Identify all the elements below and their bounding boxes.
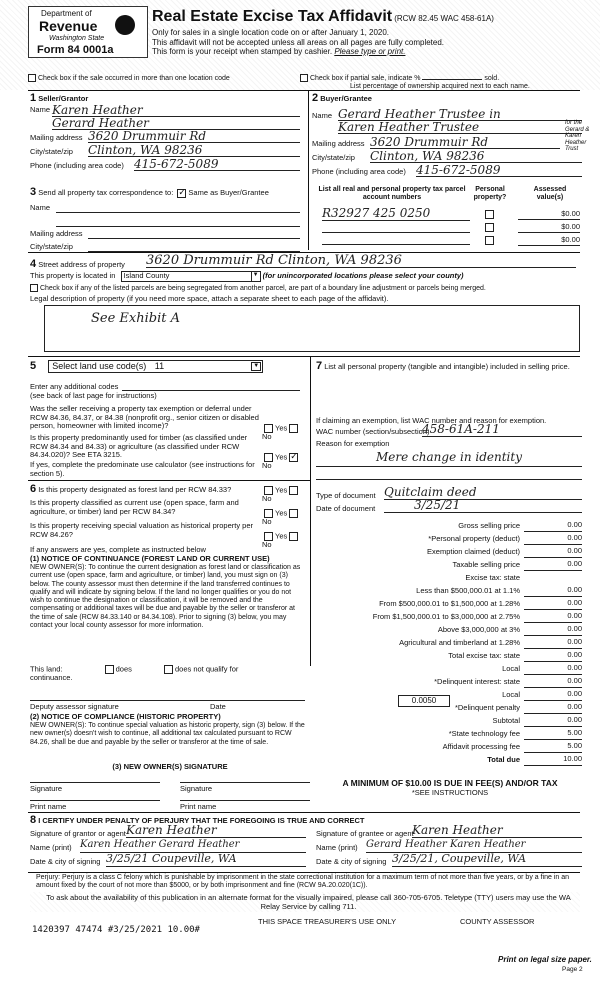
q-historic: Is this property receiving special valuation as historical property per RCW 84.26? (30, 521, 254, 539)
divider (28, 480, 310, 481)
q-forest: 6 Is this property designated as forest land per RCW 84.33? (30, 483, 232, 495)
historic-no-checkbox[interactable] (289, 532, 298, 541)
tax-row-value[interactable]: 0.00 (524, 560, 582, 571)
buyer-city-field[interactable] (370, 150, 582, 163)
tax-row-label: Total due (487, 755, 520, 764)
wa-logo-icon (115, 15, 135, 35)
form-title: Real Estate Excise Tax Affidavit (152, 8, 393, 25)
seller-phone-label: Phone (including area code) (30, 161, 124, 170)
tax-row-value[interactable]: 0.00 (524, 638, 582, 649)
corr-name-label: Name (30, 203, 51, 212)
grantor-name-field[interactable] (80, 839, 306, 853)
chevron-down-icon[interactable]: ▼ (251, 272, 260, 281)
personal-header: Personal property? (473, 186, 507, 202)
assessed-value-1[interactable]: $0.00 (518, 210, 580, 220)
county-assessor: COUNTY ASSESSOR (460, 917, 535, 926)
grantee-name-field[interactable] (366, 839, 582, 853)
signature-label-1: Signature (30, 784, 63, 793)
seller-phone: 415-672-5089 (134, 157, 219, 171)
seller-mailing: 3620 Drummuir Rd (88, 129, 207, 143)
new-owner-print-field-2[interactable] (180, 800, 310, 801)
tax-row-label: Above $3,000,000 at 3% (437, 625, 520, 634)
q-timber: Is this property predominantly used for timber (as classified under RCW 84.34 and 84.33) or agriculture (as classified under RCW 84.34.020)? See ETA 3215. (30, 433, 248, 460)
reason-value: Mere change in identity (376, 450, 522, 464)
tax-row-label: Affidavit processing fee (442, 742, 520, 751)
seller-mailing-label: Mailing address (30, 133, 83, 142)
doc-type-value: Quitclaim deed (384, 485, 477, 499)
corr-mailing-label: Mailing address (30, 229, 83, 238)
buyer-mailing-label: Mailing address (312, 139, 365, 148)
ask-notice: To ask about the availability of this publication in an alternate format for the visually impaired, please call 360-705-6705. Teletype (TTY) users may use the WA Relay Service by calling 711. (46, 893, 571, 911)
q-timber-answers: Yes✓No (262, 453, 308, 471)
new-owner-sig-field-1[interactable] (30, 782, 160, 783)
county-select[interactable] (121, 271, 261, 282)
grantee-signature: Karen Heather (412, 823, 503, 837)
chevron-down-icon[interactable]: ▼ (251, 362, 261, 371)
tax-row (314, 546, 582, 559)
minimum-notice: A MINIMUM OF $10.00 IS DUE IN FEE(S) AND/OR TAX (342, 778, 558, 788)
corr-name-field-2[interactable] (56, 218, 300, 227)
grantee-signature-field[interactable] (412, 824, 582, 838)
tax-row-value[interactable]: 0.00 (524, 690, 582, 701)
grantor-sig-label: Signature of grantor or agent (30, 829, 126, 838)
tax-row-value[interactable]: 0.00 (524, 664, 582, 675)
wac-label: WAC number (section/subsection) (316, 427, 430, 436)
multi-location-label: Check box if the sale occurred in more than one location code (37, 74, 230, 82)
tax-row-value[interactable]: 0.00 (524, 586, 582, 597)
grantor-name: Karen Heather Gerard Heather (80, 839, 240, 850)
tax-row (314, 572, 582, 585)
treasurer-use: THIS SPACE TREASURER'S USE ONLY (258, 917, 397, 926)
new-owner-signature-title: (3) NEW OWNER(S) SIGNATURE (112, 762, 228, 771)
buyer-phone: 415-672-5089 (416, 163, 501, 177)
check-multi-location (28, 74, 298, 83)
divider (310, 356, 311, 666)
dept-name: Revenue (39, 18, 98, 34)
tax-row-value[interactable]: 0.00 (524, 651, 582, 662)
buyer-side-note: for the Gerard & Karen Heather Trust (565, 120, 590, 153)
tax-row-label: Total excise tax: state (448, 651, 520, 660)
print-legal-note: Print on legal size paper. (498, 955, 592, 964)
q-forest-answers: YesNo (262, 486, 308, 504)
correspondence-label: Send all property tax correspondence to: (38, 188, 174, 197)
divider (28, 812, 580, 813)
grantee-name-label: Name (print) (316, 843, 358, 852)
buyer-mailing-row (312, 135, 582, 149)
buyer-name-label: Name (312, 111, 333, 120)
land-use-select[interactable] (48, 360, 263, 373)
grantee-date-row (316, 852, 586, 867)
buyer-mailing-field[interactable] (370, 136, 560, 149)
corr-mailing-field[interactable] (88, 230, 300, 239)
dept-state: Washington State (49, 35, 105, 42)
county-row (30, 271, 580, 282)
buyer-name-field-2[interactable] (338, 121, 582, 134)
deputy-signature-field[interactable] (30, 700, 305, 701)
doc-date-value: 3/25/21 (414, 498, 461, 512)
tax-row-label: Exemption claimed (deduct) (427, 547, 520, 556)
wac-row (316, 422, 586, 437)
form-header (152, 8, 572, 56)
grantee-date-field[interactable] (392, 853, 582, 867)
buyer-phone-row (312, 163, 582, 177)
tax-row-value[interactable]: 5.00 (524, 729, 582, 740)
doc-type-label: Type of document (316, 491, 376, 500)
buyer-city-label: City/state/zip (312, 153, 355, 162)
tax-row (314, 533, 582, 546)
street-row: 4 Street address of property 3620 Drummuir Rd Clinton, WA 98236 (30, 258, 580, 271)
legal-label: Legal description of property (if you need more space, attach a separate sheet to each page of the affidavit). (30, 294, 389, 303)
form-number: Form 84 0001a (37, 44, 114, 56)
doc-date-row (316, 498, 586, 514)
seller-name-2: Gerard Heather (52, 116, 149, 130)
seller-city-field[interactable] (88, 144, 300, 157)
grantee-date-label: Date & city of signing (316, 857, 387, 866)
grantee-date: 3/25/21, Coupeville, WA (392, 852, 527, 865)
buyer-name-2: Karen Heather Trustee (338, 120, 480, 134)
tax-row (314, 741, 582, 754)
tax-row (314, 663, 582, 676)
grantee-sig-row (316, 823, 586, 839)
tax-row-label: Agricultural and timberland at 1.28% (399, 638, 520, 647)
divider (308, 90, 309, 250)
exemption-claim-label: If claiming an exemption, list WAC number and reason for exemption. (316, 416, 547, 425)
print-name-label-1: Print name (30, 802, 67, 811)
certify-row: 8 I CERTIFY UNDER PENALTY OF PERJURY THAT THE FOREGOING IS TRUE AND CORRECT (30, 814, 365, 826)
segregated-checkbox[interactable] (30, 284, 38, 292)
corr-name-field[interactable] (56, 204, 300, 213)
historic-title: (2) NOTICE OF COMPLIANCE (HISTORIC PROPERTY) (30, 712, 221, 721)
tax-row-label: Local (502, 664, 520, 673)
notice-2: This affidavit will not be accepted unless all areas on all pages are fully completed. (152, 37, 445, 47)
tax-row-label: Excise tax: state (465, 573, 520, 582)
street-field[interactable] (146, 254, 576, 268)
historic-text: NEW OWNER(S): To continue special valuation as historic property, sign (3) below. If the new owner(s) doesn't wish to continue, all additional tax calculated pursuant to RCW 84.26, shall be due and payable by the seller or transferor at the time of sale. (30, 722, 305, 746)
signature-label-2: Signature (180, 784, 213, 793)
divider (28, 872, 580, 873)
seller-mailing-field[interactable] (88, 130, 300, 143)
new-owner-sig-field-2[interactable] (180, 782, 310, 783)
same-as-buyer-label: Same as Buyer/Grantee (188, 188, 269, 197)
seller-name-1: Karen Heather (52, 103, 143, 117)
receipt-stamp: 1420397 47474 #3/25/2021 10.00# (32, 925, 200, 935)
located-label: This property is located in (30, 271, 116, 280)
continuance-text: NEW OWNER(S): To continue the current designation as forest land or classification as current use (open space, farm and agriculture, or timber) land, you must sign on (3) below. The county assessor must then determine if the land transferred continues to qualify and will indicate by signing below. If the land no longer qualifies or you do not wish to continue the designation or classification, it will be removed and the compensating or additional taxes will be due and payable by the seller or transferor at the time of sale (RCW 84.33.140 or 84.34.108). Prior to signing (3) below, you may contact your local county assessor for more information. (30, 564, 301, 629)
partial-pct-field[interactable] (422, 79, 482, 80)
grantee-sig-label: Signature of grantee or agent (316, 829, 414, 838)
county-value: Island County (123, 271, 170, 280)
form-rcw: (RCW 82.45 WAC 458-61A) (394, 14, 494, 23)
tax-row-value[interactable]: 0.00 (524, 612, 582, 623)
exemption-no-checkbox[interactable] (289, 424, 298, 433)
corr-name-row (30, 204, 300, 213)
personal-checkbox-1[interactable] (483, 210, 496, 219)
check-partial (300, 74, 590, 91)
buyer-phone-label: Phone (including area code) (312, 167, 406, 176)
tax-row (314, 520, 582, 533)
tax-row-value[interactable]: 0.00 (524, 534, 582, 545)
county-note: (for unincorporated locations please select your county) (262, 271, 464, 280)
print-name-label-2: Print name (180, 802, 217, 811)
grantee-name: Gerard Heather Karen Heather (366, 839, 526, 850)
grantor-signature: Karen Heather (126, 823, 217, 837)
this-land-label: This land: (30, 664, 63, 674)
seller-phone-row (30, 157, 300, 171)
tax-row (314, 559, 582, 572)
additional-codes-row (30, 383, 305, 400)
divider (28, 90, 580, 91)
if-any-note: If any answers are yes, complete as instructed below (30, 545, 206, 554)
partial-sale-checkbox[interactable] (300, 74, 308, 82)
tax-row-label: *Delinquent interest: state (434, 677, 520, 686)
tax-row-label: Gross selling price (458, 521, 520, 530)
personal-checkbox-3[interactable] (483, 236, 496, 245)
land-use-value: 11 (154, 361, 165, 371)
forest-no-checkbox[interactable] (289, 486, 298, 495)
land-use-label: Select land use code(s) (52, 361, 147, 371)
additional-codes-field[interactable] (122, 383, 300, 391)
tax-row (314, 585, 582, 598)
page-number: Page 2 (562, 966, 583, 973)
grantor-signature-field[interactable] (126, 824, 306, 838)
tax-row-value[interactable]: 0.00 (524, 625, 582, 636)
current-use-no-checkbox[interactable] (289, 509, 298, 518)
certify-text: I CERTIFY UNDER PENALTY OF PERJURY THAT THE FOREGOING IS TRUE AND CORRECT (38, 816, 365, 825)
seller-city-label: City/state/zip (30, 147, 73, 156)
q-timber-note: If yes, complete the predominate use calculator (see instructions for section 5). (30, 460, 255, 478)
partial-sale-label: Check box if partial sale, indicate % (309, 74, 421, 82)
deputy-date-label: Date (210, 702, 226, 711)
notice-1: Only for sales in a single location code on or after January 1, 2020. (152, 28, 390, 38)
segregated-label: Check box if any of the listed parcels are being segregated from another parcel, are part of a boundary line adjustment or parcels being merged. (39, 284, 486, 292)
continuance-label: continuance. (30, 673, 73, 683)
tax-row-value[interactable]: 0.00 (524, 599, 582, 610)
buyer-phone-field[interactable] (416, 164, 582, 177)
tax-row-value[interactable]: 0.00 (524, 521, 582, 532)
tax-row-value[interactable]: 0.00 (524, 677, 582, 688)
buyer-name-row (312, 107, 582, 134)
corr-city-row (30, 243, 300, 252)
reason-label: Reason for exemption (316, 439, 390, 448)
divider (28, 356, 580, 357)
additional-codes-label: Enter any additional codes (30, 382, 119, 391)
local-rate-field[interactable]: 0.0050 (398, 695, 450, 707)
tax-row-label: From $1,500,000.01 to $3,000,000 at 2.75% (372, 612, 520, 621)
does-checkbox[interactable] (105, 665, 114, 674)
tax-row (314, 676, 582, 689)
doc-date-label: Date of document (316, 504, 376, 513)
seller-name-row (30, 103, 300, 130)
tax-row (314, 754, 582, 767)
street-value: 3620 Drummuir Rd Clinton, WA 98236 (146, 253, 402, 268)
does-label: does (115, 664, 132, 674)
buyer-mailing: 3620 Drummuir Rd (370, 135, 489, 149)
seller-phone-field[interactable] (134, 158, 300, 171)
seller-name-label: Name (30, 105, 51, 114)
buyer-city-row (312, 149, 582, 163)
doc-date-field[interactable] (384, 499, 582, 513)
tax-row-value[interactable]: 5.00 (524, 742, 582, 753)
reason-field[interactable] (316, 451, 582, 467)
parcel-header: List all real and personal property tax parcel account numbers (318, 186, 466, 202)
scan-noise (30, 892, 580, 912)
tax-row-value[interactable]: 10.00 (524, 755, 582, 766)
assessed-header: Assessed value(s) (533, 186, 567, 202)
tax-row-value[interactable]: 0.00 (524, 547, 582, 558)
q-current-use: Is this property classified as current use (open space, farm and agriculture, or timber) land per RCW 84.34? (30, 498, 239, 516)
tax-row-label: Taxable selling price (452, 560, 520, 569)
grantor-date-field[interactable] (106, 853, 306, 867)
seller-city-row (30, 143, 300, 157)
segregated-row (30, 284, 590, 293)
notice-4: Please type or print. (334, 46, 406, 56)
legal-description-field[interactable] (44, 305, 580, 352)
tax-row-label: *Personal property (deduct) (428, 534, 520, 543)
grantor-sig-row (30, 823, 310, 839)
assessed-value-2[interactable]: $0.00 (518, 223, 580, 233)
reason-field-2[interactable] (316, 470, 582, 480)
parcel-1: R32927 425 0250 (322, 206, 431, 220)
tax-row-label: Less than $500,000.01 at 1.1% (416, 586, 520, 595)
tax-table (314, 520, 582, 770)
timber-no-checkbox[interactable] (289, 453, 298, 462)
buyer-name-1: Gerard Heather Trustee in (338, 107, 501, 121)
seller-section-title: 1 Seller/Grantor (30, 92, 89, 104)
list-pct-note: List percentage of ownership acquired next to each name. (350, 82, 530, 90)
same-as-buyer-checkbox[interactable] (177, 189, 186, 198)
tax-row-value[interactable]: 0.00 (524, 703, 582, 714)
does-not-checkbox[interactable] (164, 665, 173, 674)
personal-property-row: 7 List all personal property (tangible and intangible) included in selling price. (316, 360, 570, 372)
tax-row (314, 637, 582, 650)
grantor-date-label: Date & city of signing (30, 857, 101, 866)
this-land-row (30, 665, 305, 683)
corr-city-field[interactable] (88, 243, 300, 252)
q-exemption-answers: YesNo (262, 424, 308, 442)
tax-row-value[interactable]: 0.00 (524, 716, 582, 727)
wac-field[interactable] (422, 423, 582, 437)
see-back-note: (see back of last page for instructions) (30, 390, 157, 400)
correspondence-row: 3 Send all property tax correspondence to: ✓ Same as Buyer/Grantee (30, 186, 310, 199)
q-historic-answers: YesNo (262, 532, 308, 550)
parcel-field-2[interactable] (322, 222, 470, 233)
grantor-name-label: Name (print) (30, 843, 72, 852)
land-use-row: 5 Select land use code(s) 11 ▼ (30, 360, 305, 373)
continuance-title: (1) NOTICE OF CONTINUANCE (FOREST LAND OR CURRENT USE) (30, 554, 270, 563)
notice-3: This form is your receipt when stamped by cashier. (152, 46, 333, 56)
buyer-section-title: 2 Buyer/Grantee (312, 92, 372, 104)
perjury-notice: Perjury: Perjury is a class C felony which is punishable by imprisonment in the state correctional institution for a maximum term of not more than five years, or by a fine in an amount fixed by the court of not more than $5000, or by both imprisonment and fine (RCW 9A.20.020(1C)). (36, 874, 570, 890)
tax-row (314, 728, 582, 741)
tax-row (314, 598, 582, 611)
dept-logo-block (28, 6, 148, 58)
corr-mailing-row (30, 230, 300, 239)
tax-row-label: Subtotal (492, 716, 520, 725)
assessed-value-3[interactable]: $0.00 (518, 236, 580, 246)
new-owner-print-field-1[interactable] (30, 800, 160, 801)
tax-row (314, 624, 582, 637)
parcel-field-1[interactable] (322, 207, 470, 221)
deputy-label: Deputy assessor signature (30, 702, 119, 711)
q-current-use-answers: YesNo (262, 509, 308, 527)
grantor-date: 3/25/21 Coupeville, WA (106, 852, 237, 865)
tax-row-label: *Delinquent penalty (454, 703, 520, 712)
q-exemption: Was the seller receiving a property tax exemption or deferral under RCW 84.36, 84.37, or 84.38 (nonprofit org., senior citizen or disabled person, homeowner with limited income)? (30, 404, 259, 431)
grantor-date-row (30, 852, 310, 867)
tax-row-label: From $500,000.01 to $1,500,000 at 1.28% (379, 599, 520, 608)
buyer-city: Clinton, WA 98236 (370, 149, 485, 163)
see-instructions: *SEE INSTRUCTIONS (411, 788, 489, 797)
tax-row (314, 650, 582, 663)
parcel-field-3[interactable] (322, 234, 470, 245)
sold-label: sold. (484, 74, 500, 82)
seller-mailing-row (30, 129, 300, 143)
tax-row-label: Local (502, 690, 520, 699)
dept-line1: Department of (41, 9, 92, 18)
street-label: Street address of property (38, 260, 125, 269)
legal-description: See Exhibit A (91, 311, 181, 326)
personal-checkbox-2[interactable] (483, 223, 496, 232)
tax-row (314, 715, 582, 728)
does-not-label: does not qualify for (174, 664, 239, 674)
corr-city-label: City/state/zip (30, 242, 73, 251)
wac-value: 458-61A-211 (422, 422, 500, 436)
multi-location-checkbox[interactable] (28, 74, 36, 82)
tax-row (314, 611, 582, 624)
seller-city: Clinton, WA 98236 (88, 143, 203, 157)
tax-row-label: *State technology fee (448, 729, 520, 738)
